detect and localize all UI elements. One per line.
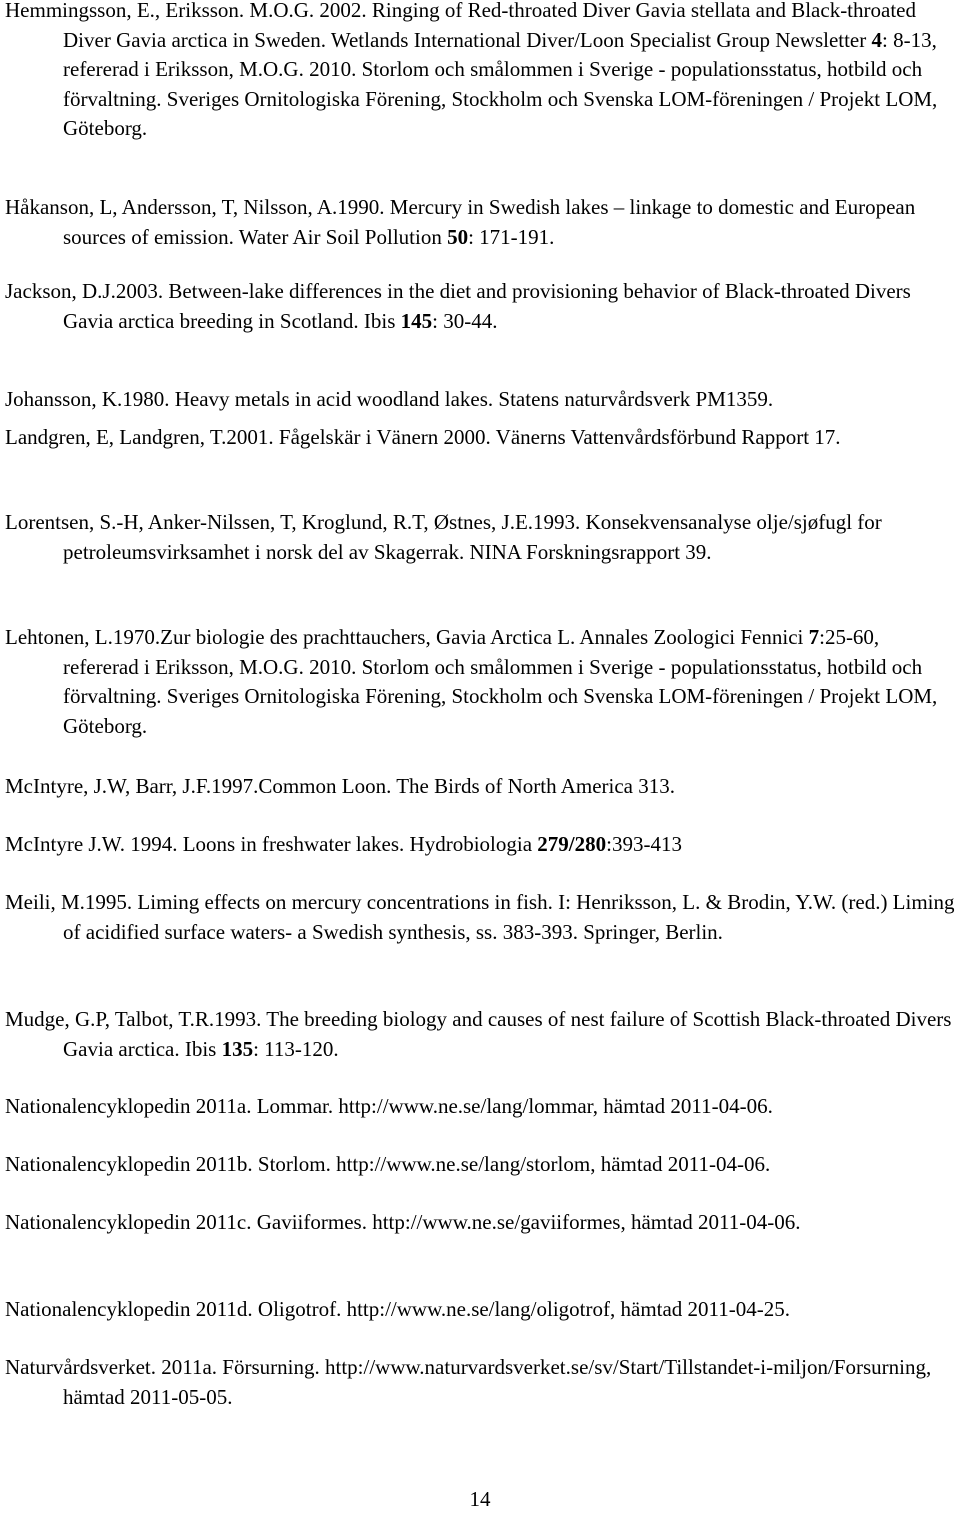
reference-volume: 135	[221, 1036, 254, 1061]
reference-entry	[5, 623, 960, 741]
reference-text: Mudge, G.P, Talbot, T.R.1993. The breeding biology and causes of nest failure of Scottish Black-throated Divers Gavia arctica. Ibis	[5, 1007, 952, 1061]
reference-volume: 279/280	[537, 832, 607, 856]
reference-text: : 171-191.	[468, 224, 555, 249]
reference-entry	[5, 508, 960, 567]
reference-text: : 8-13, refererad i Eriksson, M.O.G. 2010. Storlom och smålommen i Sverige - populationsstatus, hotbild och förvaltning. Sveriges Ornitologiska Förening, Stockholm och Svenska LOM-föreningen / Projekt LOM, Göteborg.	[63, 27, 938, 140]
page-number: 14	[469, 1487, 491, 1511]
reference-entry	[5, 1092, 960, 1122]
reference-text: Meili, M.1995. Liming effects on mercury concentrations in fish. I: Henriksson, L. & Brodin, Y.W. (red.) Liming of acidified surface waters- a Swedish synthesis, ss. 383-393. Springer, Berlin.	[5, 890, 955, 944]
reference-entry	[5, 193, 960, 252]
reference-text: Nationalencyklopedin 2011b. Storlom. http://www.ne.se/lang/storlom, hämtad 2011-04-06.	[5, 1152, 771, 1176]
reference-text: McIntyre J.W. 1994. Loons in freshwater lakes. Hydrobiologia	[5, 832, 538, 856]
reference-text: Håkanson, L, Andersson, T, Nilsson, A.1990. Mercury in Swedish lakes – linkage to domestic and European sources of emission. Water Air Soil Pollution	[5, 195, 916, 249]
reference-text: Nationalencyklopedin 2011d. Oligotrof. http://www.ne.se/lang/oligotrof, hämtad 2011-04-25.	[5, 1297, 791, 1321]
reference-text: : 30-44.	[432, 308, 498, 333]
reference-text: Nationalencyklopedin 2011a. Lommar. http://www.ne.se/lang/lommar, hämtad 2011-04-06.	[5, 1094, 773, 1118]
reference-entry	[5, 385, 960, 415]
reference-volume: 7	[808, 625, 820, 649]
reference-text: :393-413	[606, 832, 682, 856]
reference-entry	[5, 1005, 960, 1064]
reference-text: : 113-120.	[253, 1036, 339, 1061]
reference-entry	[5, 1353, 960, 1412]
reference-text: Lorentsen, S.-H, Anker-Nilssen, T, Kroglund, R.T, Østnes, J.E.1993. Konsekvensanalyse olje/sjøfugl for petroleumsvirksamhet i norsk del av Skagerrak. NINA Forskningsrapport 39.	[5, 510, 882, 564]
reference-text: McIntyre, J.W, Barr, J.F.1997.Common Loon. The Birds of North America 313.	[5, 774, 675, 798]
reference-entry	[5, 0, 960, 144]
reference-text: Johansson, K.1980. Heavy metals in acid woodland lakes. Statens naturvårdsverk PM1359.	[5, 387, 774, 411]
reference-text: Lehtonen, L.1970.Zur biologie des prachttauchers, Gavia Arctica L. Annales Zoologici Fennici	[5, 625, 809, 649]
reference-entry	[5, 888, 960, 947]
reference-text: Landgren, E, Landgren, T.2001. Fågelskär i Vänern 2000. Vänerns Vattenvårdsförbund Rapport 17.	[5, 425, 841, 449]
reference-text: Naturvårdsverket. 2011a. Försurning. http://www.naturvardsverket.se/sv/Start/Tillstandet-i-miljon/Forsurning, hämtad 2011-05-05.	[5, 1355, 932, 1409]
reference-volume: 4	[871, 27, 882, 52]
reference-entry	[5, 277, 960, 336]
reference-entry	[5, 1295, 960, 1325]
reference-entry	[5, 1150, 960, 1180]
reference-text: :25-60, refererad i Eriksson, M.O.G. 2010. Storlom och smålommen i Sverige - populationsstatus, hotbild och förvaltning. Sveriges Ornitologiska Förening, Stockholm och Svenska LOM-föreningen / Projekt LOM, Göteborg.	[63, 625, 938, 738]
reference-entry	[5, 423, 960, 453]
reference-entry	[5, 830, 960, 860]
reference-entry	[5, 1208, 960, 1238]
reference-text: Jackson, D.J.2003. Between-lake differences in the diet and provisioning behavior of Black-throated Divers Gavia arctica breeding in Scotland. Ibis	[5, 279, 911, 333]
reference-text: Nationalencyklopedin 2011c. Gaviiformes. http://www.ne.se/gaviiformes, hämtad 2011-04-06.	[5, 1210, 801, 1234]
reference-volume: 145	[400, 308, 433, 333]
reference-text: Hemmingsson, E., Eriksson. M.O.G. 2002. Ringing of Red-throated Diver Gavia stellata and Black-throated Diver Gavia arctica in Sweden. Wetlands International Diver/Loon Specialist Group Newsletter	[5, 0, 916, 52]
reference-entry	[5, 772, 960, 802]
reference-volume: 50	[447, 224, 469, 249]
